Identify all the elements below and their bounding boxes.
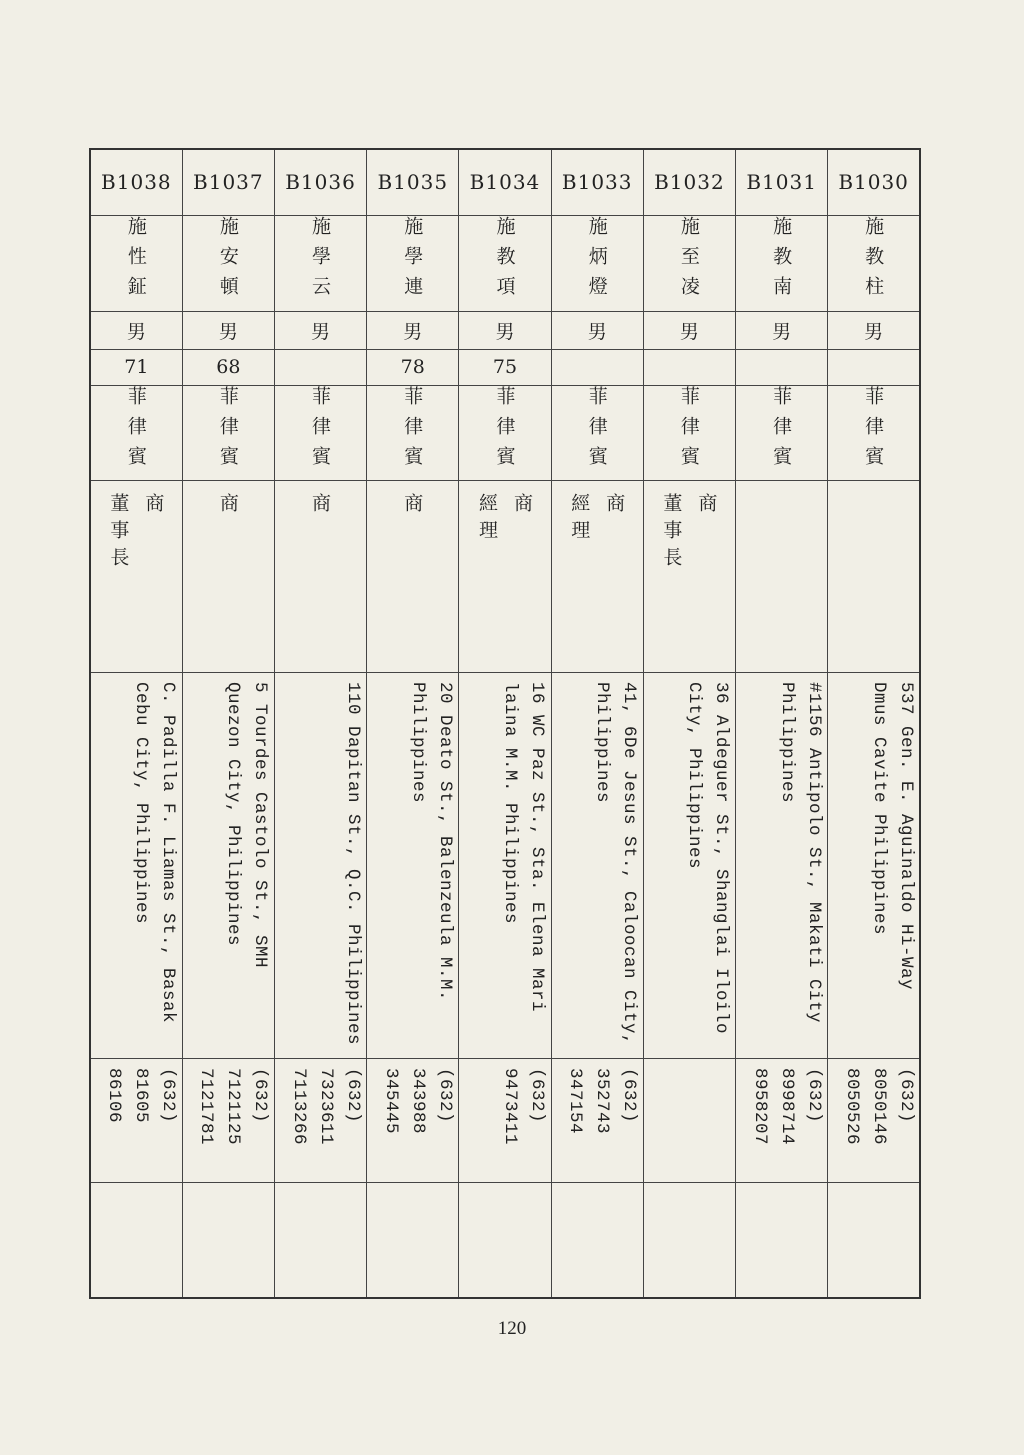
address-line: Cebu City, Philippines (131, 682, 152, 925)
name-cell (459, 215, 551, 311)
address-wrap (459, 673, 550, 1058)
occupation-text: 商 (603, 492, 626, 520)
occupation-text: 經理 (568, 492, 591, 547)
blank-cell (459, 1182, 551, 1298)
occupation-cell (643, 480, 735, 672)
occupation-cell (736, 480, 828, 672)
address-wrap (91, 673, 182, 1058)
occupation-text: 經理 (475, 492, 498, 547)
name-cell (182, 215, 274, 311)
telephone-text (644, 1062, 734, 1178)
occupation-text: 董事長 (107, 492, 130, 574)
row-blank (90, 1182, 920, 1298)
telephone-line: 352743 (592, 1068, 613, 1135)
row-sex (90, 311, 920, 349)
address-cell (828, 672, 920, 1058)
address-line: City, Philippines (684, 682, 705, 870)
telephone-text (183, 1062, 273, 1178)
age-cell: 71 (90, 349, 182, 385)
telephone-line: (632) (250, 1068, 271, 1124)
record-id-cell: B1037 (182, 149, 274, 215)
name-text: 施學連 (401, 216, 424, 306)
telephone-line: (632) (803, 1068, 824, 1124)
occupation-text: 商 (309, 492, 332, 520)
telephone-cell (459, 1058, 551, 1182)
telephone-line: (632) (526, 1068, 547, 1124)
telephone-wrap (828, 1059, 919, 1182)
telephone-line: 81605 (131, 1068, 152, 1124)
occupation-columns (644, 481, 735, 574)
blank-cell (90, 1182, 182, 1298)
occupation-text: 商 (216, 492, 239, 520)
address-text (183, 678, 273, 1052)
occupation-cell (182, 480, 274, 672)
record-id-cell: B1032 (643, 149, 735, 215)
address-line: 16 WC Paz St., Sta. Elena Mari (526, 682, 547, 1013)
address-line: Philippines (592, 682, 613, 804)
age-cell (551, 349, 643, 385)
telephone-wrap (183, 1059, 274, 1182)
address-cell (274, 672, 366, 1058)
nationality-cell (90, 385, 182, 480)
address-cell (643, 672, 735, 1058)
address-cell (736, 672, 828, 1058)
sex-cell: 男 (551, 311, 643, 349)
address-line: Quezon City, Philippines (223, 682, 244, 947)
blank-cell (182, 1182, 274, 1298)
member-registry-table (89, 148, 921, 1299)
telephone-line: 8998714 (776, 1068, 797, 1146)
sex-cell: 男 (736, 311, 828, 349)
row-address (90, 672, 920, 1058)
nationality-text: 菲律賓 (862, 385, 885, 476)
blank-cell (736, 1182, 828, 1298)
address-wrap (736, 673, 827, 1058)
address-wrap (644, 673, 735, 1058)
address-line: #1156 Antipolo St., Makati City (803, 682, 824, 1024)
telephone-line: 86106 (104, 1068, 125, 1124)
nationality-cell (274, 385, 366, 480)
telephone-wrap (552, 1059, 643, 1182)
blank-cell (367, 1182, 459, 1298)
row-name (90, 215, 920, 311)
record-id-cell: B1036 (274, 149, 366, 215)
occupation-text: 商 (142, 492, 165, 520)
telephone-line: 7121781 (196, 1068, 217, 1146)
address-text (644, 678, 734, 1052)
telephone-cell (90, 1058, 182, 1182)
age-cell: 68 (182, 349, 274, 385)
row-telephone (90, 1058, 920, 1182)
address-cell (90, 672, 182, 1058)
blank-cell (643, 1182, 735, 1298)
blank-cell (828, 1182, 920, 1298)
nationality-cell (551, 385, 643, 480)
record-id-cell: B1038 (90, 149, 182, 215)
sex-cell: 男 (90, 311, 182, 349)
name-cell (367, 215, 459, 311)
name-cell (551, 215, 643, 311)
name-cell (828, 215, 920, 311)
address-line: 36 Aldeguer St., Shanglai Iloilo (711, 682, 732, 1035)
record-id-cell: B1030 (828, 149, 920, 215)
address-text (460, 678, 550, 1052)
address-line: 20 Deato St., Balenzeula M.M. (434, 682, 455, 1002)
name-text: 施至凌 (677, 216, 700, 306)
sex-cell: 男 (274, 311, 366, 349)
telephone-cell (551, 1058, 643, 1182)
address-line: Philippines (776, 682, 797, 804)
telephone-text (460, 1062, 550, 1178)
address-line: 537 Gen. E. Aguinaldo Hi-Way (895, 682, 916, 991)
occupation-cell (367, 480, 459, 672)
telephone-line: 7121125 (223, 1068, 244, 1146)
address-text (829, 678, 919, 1052)
name-text: 施教南 (770, 216, 793, 306)
address-wrap (183, 673, 274, 1058)
name-cell (90, 215, 182, 311)
nationality-cell (367, 385, 459, 480)
telephone-cell (736, 1058, 828, 1182)
telephone-wrap (644, 1059, 735, 1182)
name-cell (643, 215, 735, 311)
record-id-cell: B1034 (459, 149, 551, 215)
address-line: 5 Tourdes Castolo St., SMH (250, 682, 271, 969)
occupation-columns (183, 481, 274, 520)
telephone-wrap (736, 1059, 827, 1182)
occupation-cell (274, 480, 366, 672)
telephone-text (368, 1062, 458, 1178)
address-wrap (275, 673, 366, 1058)
address-text (91, 678, 181, 1052)
address-line: Dmus Cavite Philippines (868, 682, 889, 936)
occupation-text: 董事長 (660, 492, 683, 574)
occupation-columns (552, 481, 643, 547)
telephone-line: 8050146 (868, 1068, 889, 1146)
address-cell (459, 672, 551, 1058)
nationality-text: 菲律賓 (401, 385, 424, 476)
nationality-text: 菲律賓 (585, 385, 608, 476)
telephone-text (829, 1062, 919, 1178)
name-cell (736, 215, 828, 311)
blank-cell (274, 1182, 366, 1298)
telephone-cell (182, 1058, 274, 1182)
occupation-cell (90, 480, 182, 672)
sex-cell: 男 (182, 311, 274, 349)
occupation-cell (459, 480, 551, 672)
telephone-cell (274, 1058, 366, 1182)
telephone-cell (643, 1058, 735, 1182)
telephone-wrap (91, 1059, 182, 1182)
nationality-text: 菲律賓 (216, 385, 239, 476)
occupation-columns (367, 481, 458, 520)
address-line: 41, 6De Jesus St., Caloocan City, (619, 682, 640, 1046)
age-cell (828, 349, 920, 385)
blank-cell (551, 1182, 643, 1298)
sex-cell: 男 (643, 311, 735, 349)
name-text: 施教柱 (862, 216, 885, 306)
occupation-text: 商 (401, 492, 424, 520)
name-text: 施學云 (309, 216, 332, 306)
page-number: 120 (497, 1318, 527, 1339)
occupation-cell (828, 480, 920, 672)
address-wrap (552, 673, 643, 1058)
telephone-line: 7323611 (315, 1068, 336, 1146)
row-nationality (90, 385, 920, 480)
age-cell (643, 349, 735, 385)
telephone-line: (632) (158, 1068, 179, 1124)
sex-cell: 男 (367, 311, 459, 349)
occupation-text: 商 (695, 492, 718, 520)
age-cell (274, 349, 366, 385)
telephone-line: (632) (619, 1068, 640, 1124)
age-cell (736, 349, 828, 385)
telephone-text (91, 1062, 181, 1178)
address-text (368, 678, 458, 1052)
address-line: laina M.M. Philippines (499, 682, 520, 925)
telephone-text (276, 1062, 366, 1178)
occupation-columns (828, 481, 919, 493)
telephone-line: (632) (342, 1068, 363, 1124)
address-line: 110 Dapitan St., Q.C. Philippines (342, 682, 363, 1046)
telephone-line: 8050526 (841, 1068, 862, 1146)
address-line: C. Padilla F. Liamas St., Basak (158, 682, 179, 1024)
occupation-text: 商 (510, 492, 533, 520)
telephone-line: 9473411 (499, 1068, 520, 1146)
telephone-wrap (275, 1059, 366, 1182)
telephone-line: (632) (434, 1068, 455, 1124)
address-text (552, 678, 642, 1052)
name-text: 施教項 (493, 216, 516, 306)
address-wrap (828, 673, 919, 1058)
telephone-line: 345445 (380, 1068, 401, 1135)
telephone-line: 7113266 (288, 1068, 309, 1146)
record-id-cell: B1033 (551, 149, 643, 215)
occupation-cell (551, 480, 643, 672)
nationality-cell (643, 385, 735, 480)
record-id-cell: B1031 (736, 149, 828, 215)
address-cell (367, 672, 459, 1058)
telephone-line: 343988 (407, 1068, 428, 1135)
nationality-cell (182, 385, 274, 480)
nationality-text: 菲律賓 (677, 385, 700, 476)
address-text (276, 678, 366, 1052)
nationality-text: 菲律賓 (309, 385, 332, 476)
nationality-text: 菲律賓 (770, 385, 793, 476)
age-cell: 78 (367, 349, 459, 385)
sex-cell: 男 (459, 311, 551, 349)
telephone-cell (828, 1058, 920, 1182)
nationality-text: 菲律賓 (493, 385, 516, 476)
occupation-columns (275, 481, 366, 520)
occupation-columns (736, 481, 827, 493)
telephone-line: (632) (895, 1068, 916, 1124)
telephone-wrap (459, 1059, 550, 1182)
name-text: 施性鉦 (124, 216, 147, 306)
row-age (90, 349, 920, 385)
address-cell (551, 672, 643, 1058)
telephone-text (737, 1062, 827, 1178)
age-cell: 75 (459, 349, 551, 385)
nationality-cell (459, 385, 551, 480)
telephone-line: 347154 (564, 1068, 585, 1135)
nationality-cell (736, 385, 828, 480)
occupation-columns (459, 481, 550, 547)
record-id-cell: B1035 (367, 149, 459, 215)
row-id (90, 149, 920, 215)
nationality-text: 菲律賓 (124, 385, 147, 476)
name-cell (274, 215, 366, 311)
nationality-cell (828, 385, 920, 480)
telephone-cell (367, 1058, 459, 1182)
telephone-line: 8958207 (749, 1068, 770, 1146)
row-occupation (90, 480, 920, 672)
address-line: Philippines (407, 682, 428, 804)
name-text: 施炳燈 (585, 216, 608, 306)
address-text (737, 678, 827, 1052)
telephone-text (552, 1062, 642, 1178)
name-text: 施安頓 (216, 216, 239, 306)
address-cell (182, 672, 274, 1058)
address-wrap (367, 673, 458, 1058)
occupation-columns (91, 481, 182, 574)
sex-cell: 男 (828, 311, 920, 349)
telephone-wrap (367, 1059, 458, 1182)
